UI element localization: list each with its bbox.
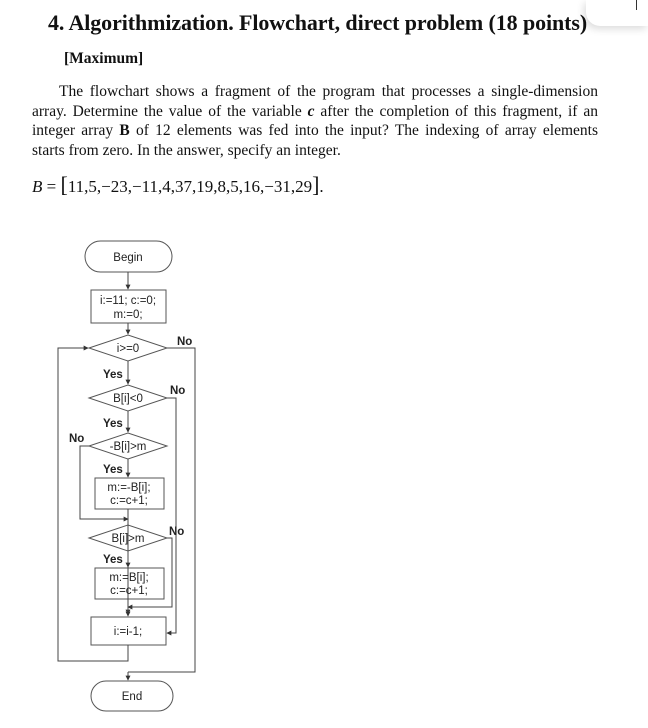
statement-part-1: The flowchart shows a fragment of the program that processes a single-dimension array. Determine the value of the variable bbox=[32, 83, 598, 120]
task-title: 4. Algorithmization. Flowchart, direct problem (18 points) bbox=[48, 10, 588, 35]
cond4-no-label: No bbox=[169, 526, 185, 538]
formula-open-bracket: [ bbox=[60, 172, 68, 197]
cond2-yes-label: Yes bbox=[103, 418, 123, 430]
init-line-2: m:=0; bbox=[113, 309, 143, 321]
formula-period: . bbox=[319, 177, 324, 196]
cond2-no-label: No bbox=[170, 385, 186, 397]
cond4-text: B[i]>m bbox=[111, 533, 145, 545]
assign2-line-1: m:=B[i]; bbox=[109, 572, 149, 584]
variable-B: B bbox=[119, 122, 130, 139]
cond1-yes-label: Yes bbox=[103, 369, 123, 381]
decrement-text: i:=i-1; bbox=[113, 626, 143, 638]
assign1-line-2: c:=c+1; bbox=[110, 495, 148, 507]
assign2-line-2: c:=c+1; bbox=[110, 585, 148, 597]
cond4-yes-label: Yes bbox=[103, 554, 123, 566]
formula-values: 11,5,−23,−11,4,37,19,8,5,16,−31,29 bbox=[67, 177, 313, 196]
formula-equals: = bbox=[42, 177, 61, 196]
cond1-text: i>=0 bbox=[116, 343, 140, 355]
cond2-text: B[i]<0 bbox=[113, 393, 143, 405]
end-label: End bbox=[121, 691, 143, 703]
formula-lhs: B bbox=[32, 177, 43, 196]
cond1-no-label: No bbox=[177, 336, 193, 348]
cond3-text: -B[i]>m bbox=[109, 441, 147, 453]
cond3-no-label: No bbox=[69, 433, 85, 445]
difficulty-level: [Maximum] bbox=[64, 50, 144, 67]
init-line-1: i:=11; c:=0; bbox=[99, 295, 157, 307]
statement-part-2: after the completion of this fragment, if an integer array bbox=[32, 102, 598, 139]
assign1-line-1: m:=-B[i]; bbox=[107, 482, 151, 494]
cond3-yes-label: Yes bbox=[103, 464, 123, 476]
formula-close-bracket: ] bbox=[312, 172, 320, 197]
variable-c: c bbox=[307, 102, 315, 120]
begin-label: Begin bbox=[113, 252, 143, 264]
statement-part-3: of 12 elements was fed into the input? The indexing of array elements starts from zero. In the answer, specify an integer. bbox=[32, 122, 598, 159]
